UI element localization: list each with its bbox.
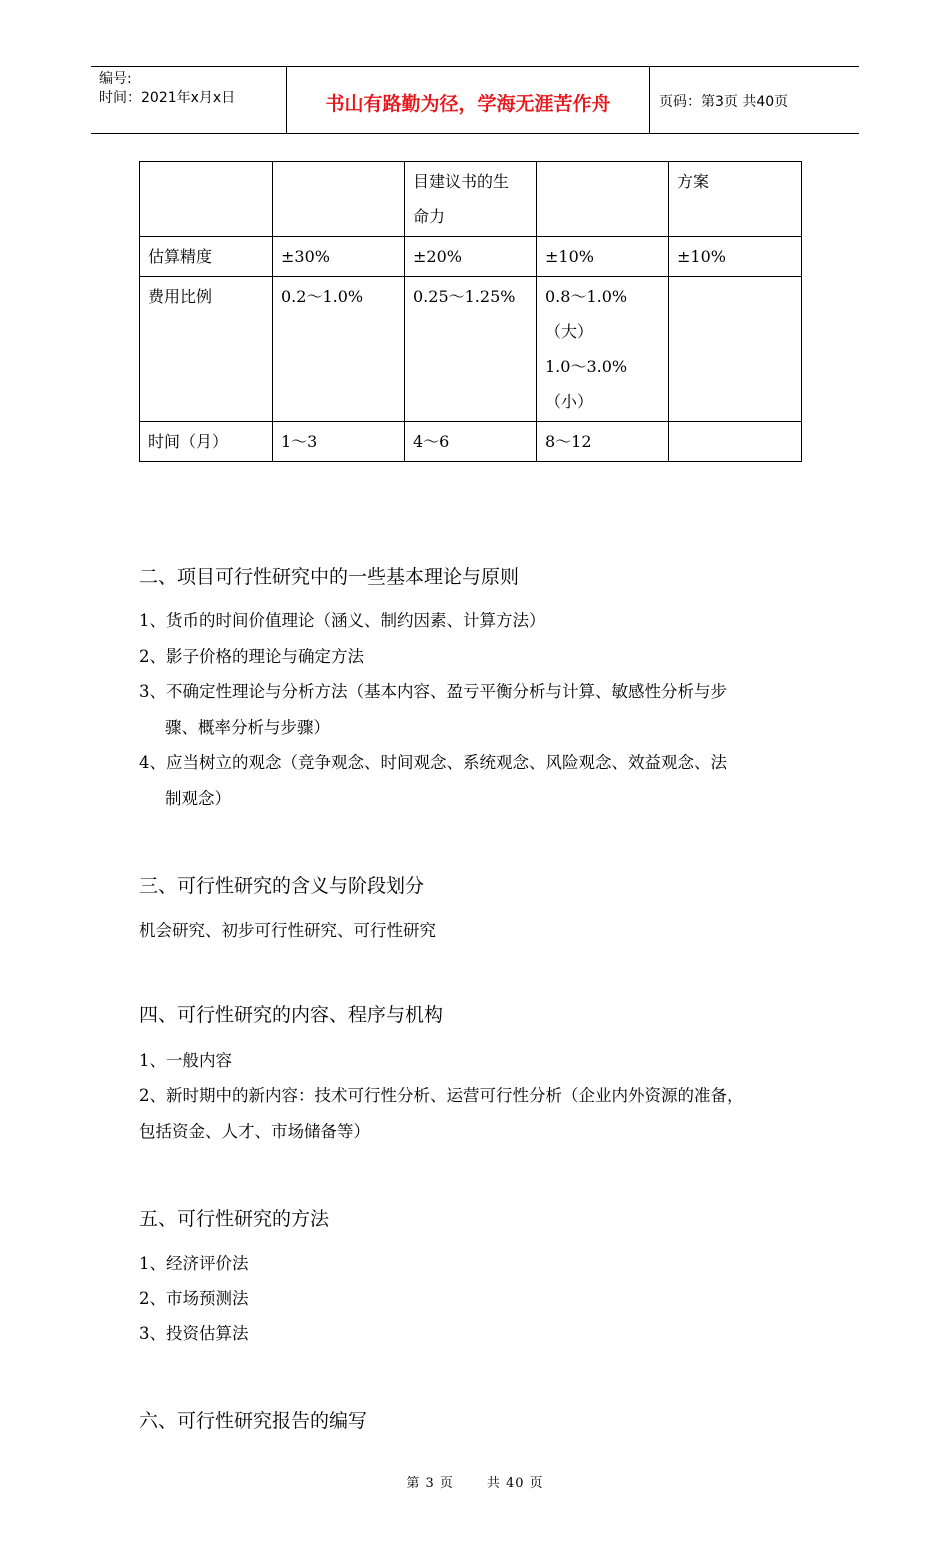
table-cell xyxy=(405,162,537,237)
table-cell: 8～12 xyxy=(537,422,669,462)
paragraph: 机会研究、初步可行性研究、可行性研究 xyxy=(139,921,436,940)
list-item: 1、货币的时间价值理论（涵义、制约因素、计算方法） xyxy=(139,611,546,630)
cell-line: 目建议书的生 xyxy=(413,172,510,191)
table-cell xyxy=(669,277,802,422)
table-cell xyxy=(273,162,405,237)
section-heading: 六、可行性研究报告的编写 xyxy=(139,1410,368,1432)
list-item-continuation: 包括资金、人才、市场储备等） xyxy=(139,1122,370,1141)
list-item-continuation: 制观念） xyxy=(165,789,231,808)
section-heading: 二、项目可行性研究中的一些基本理论与原则 xyxy=(139,566,520,588)
footer-page: 第 3 页 xyxy=(406,1476,454,1491)
list-item: 4、应当树立的观念（竞争观念、时间观念、系统观念、风险观念、效益观念、法 xyxy=(139,753,727,772)
table-row xyxy=(140,422,802,462)
table-cell: 估算精度 xyxy=(140,237,273,277)
section-heading: 四、可行性研究的内容、程序与机构 xyxy=(139,1004,444,1026)
table-cell xyxy=(537,162,669,237)
page-header xyxy=(91,66,859,134)
serial-label: 编号: xyxy=(99,71,132,87)
cell-line: 0.8～1.0% xyxy=(545,287,628,306)
table-row xyxy=(140,162,802,237)
header-page-info: 页码：第3页 共40页 xyxy=(659,94,789,110)
table-cell xyxy=(140,162,273,237)
list-item: 1、一般内容 xyxy=(139,1051,232,1070)
section-heading: 三、可行性研究的含义与阶段划分 xyxy=(139,875,425,897)
table-cell: 4～6 xyxy=(405,422,537,462)
header-meta xyxy=(99,70,235,108)
table-row xyxy=(140,277,802,422)
table-cell: 0.25～1.25% xyxy=(405,277,537,422)
table-cell xyxy=(669,422,802,462)
list-item: 2、影子价格的理论与确定方法 xyxy=(139,647,364,666)
list-item: 3、投资估算法 xyxy=(139,1324,249,1343)
footer-total: 共 40 页 xyxy=(486,1476,544,1491)
list-item: 2、新时期中的新内容：技术可行性分析、运营可行性分析（企业内外资源的准备， xyxy=(139,1086,744,1105)
page-footer xyxy=(0,1472,950,1491)
list-item-continuation: 骤、概率分析与步骤） xyxy=(165,718,330,737)
time-label: 时间：2021年x月x日 xyxy=(99,90,236,106)
cell-line: （大） xyxy=(545,322,594,341)
list-item: 1、经济评价法 xyxy=(139,1254,249,1273)
table-cell: ±10% xyxy=(537,237,669,277)
list-item: 2、市场预测法 xyxy=(139,1289,249,1308)
section-heading: 五、可行性研究的方法 xyxy=(139,1208,330,1230)
header-divider xyxy=(649,67,650,133)
table-cell: ±20% xyxy=(405,237,537,277)
estimate-table xyxy=(139,161,802,462)
table-cell: 1～3 xyxy=(273,422,405,462)
table-cell: 方案 xyxy=(669,162,802,237)
table-cell: ±10% xyxy=(669,237,802,277)
table-cell: ±30% xyxy=(273,237,405,277)
table-cell xyxy=(537,277,669,422)
table-cell: 费用比例 xyxy=(140,277,273,422)
table-row xyxy=(140,237,802,277)
table-cell: 时间（月） xyxy=(140,422,273,462)
list-item: 3、不确定性理论与分析方法（基本内容、盈亏平衡分析与计算、敏感性分析与步 xyxy=(139,682,727,701)
cell-line: 命力 xyxy=(413,207,446,226)
header-motto: 书山有路勤为径，学海无涯苦作舟 xyxy=(325,93,611,115)
table-cell: 0.2～1.0% xyxy=(273,277,405,422)
cell-line: （小） xyxy=(545,392,594,411)
cell-line: 1.0～3.0% xyxy=(545,357,628,376)
